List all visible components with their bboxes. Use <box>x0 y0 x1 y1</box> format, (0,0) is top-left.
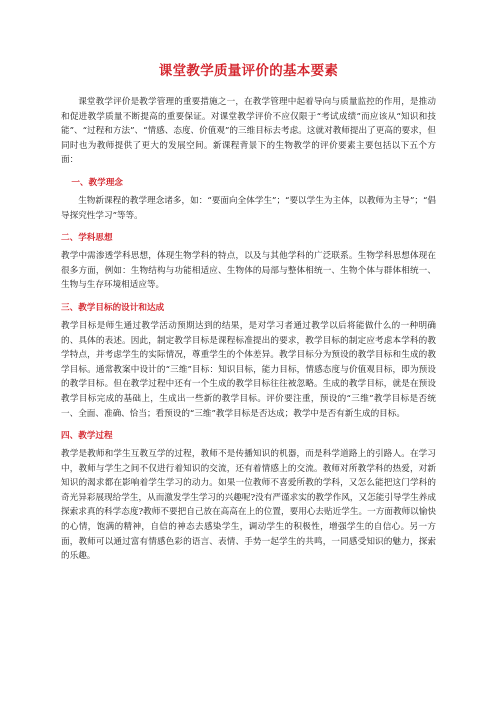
section-paragraph-teaching-philosophy: 生物新课程的教学理念诸多，如：“要面向全体学生”；“要以学生为主体，以教师为主导”；“倡导探究性学习”等等。 <box>61 195 436 221</box>
section-heading-teaching-objectives: 三、教学目标的设计和达成 <box>61 302 165 313</box>
section-paragraph-teaching-objectives: 教学目标是师生通过教学活动预期达到的结果，是对学习者通过教学以后将能做什么的一种明确的、具体的表述。因此，制定教学目标是课程标准提出的要求，教学目标的制定应考虑本学科的教学特点，并考虑学生的实际情况，尊重学生的个体差异。教学目标分为预设的教学目标和生成的教学目标。通常教案中设计的“三维”目标：知识目标，能力目标，情感态度与价值观目标，即为预设的教学目标。但在教学过程中还有一个生成的教学目标往往被忽略。生成的教学目标，就是在预设教学目标完成的基础上，生成出一些新的教学目标。评价要注重，预设的“三维”教学目标是否统一、全面、准确、恰当；看预设的“三维”教学目标是否达成；教学中是否有新生成的目标。 <box>61 320 436 419</box>
document-title: 课堂教学质量评价的基本要素 <box>158 63 339 79</box>
section-heading-subject-thinking: 二、学科思想 <box>61 233 113 244</box>
intro-paragraph: 课堂教学评价是教学管理的重要措施之一，在教学管理中起着导向与质量监控的作用，是推动和促进教学质量不断提高的重要保证。对课堂教学评价不应仅限于“考试成绩”而应该从“知识和技能”、“过程和方法”、“情感、态度、价值观”的三维目标去考虑。这就对教师提出了更高的要求，但同时也为教师提供了更大的发展空间。新课程背景下的生物教学的评价要素主要包括以下五个方面： <box>61 97 436 166</box>
section-paragraph-subject-thinking: 教学中需渗透学科思想，体现生物学科的特点，以及与其他学科的广泛联系。生物学科思想体现在很多方面，例如：生物结构与功能相适应、生物体的局部与整体相统一、生物个体与群体相统一、生物与生存环境相适应等。 <box>61 251 436 291</box>
section-heading-teaching-process: 四、教学过程 <box>61 431 113 442</box>
document-page <box>61 62 436 564</box>
section-heading-teaching-philosophy: 一、教学理念 <box>71 177 123 188</box>
section-paragraph-teaching-process: 教学是教师和学生互教互学的过程，教师不是传播知识的机器，而是科学道路上的引路人。在学习中，教师与学生之间不仅进行着知识的交流，还有着情感上的交流。教师对所教学科的热爱，对新知识的渴求都在影响着学生学习的动力。如果一位教师不喜爱所教的学科，又怎么能把这门学科的奇光异彩展现给学生，从而激发学生学习的兴趣呢?没有严谨求实的教学作风，又怎能引导学生养成探索求真的科学态度?教师不要把自己放在高高在上的位置，要用心去贴近学生。一方面教师以愉快的心情，饱满的精神，自信的神态去感染学生，调动学生的积极性，增强学生的自信心。另一方面，教师可以通过富有情感色彩的语言、表情、手势一起学生的共鸣，一同感受知识的魅力，探索的乐趣。 <box>61 449 436 562</box>
